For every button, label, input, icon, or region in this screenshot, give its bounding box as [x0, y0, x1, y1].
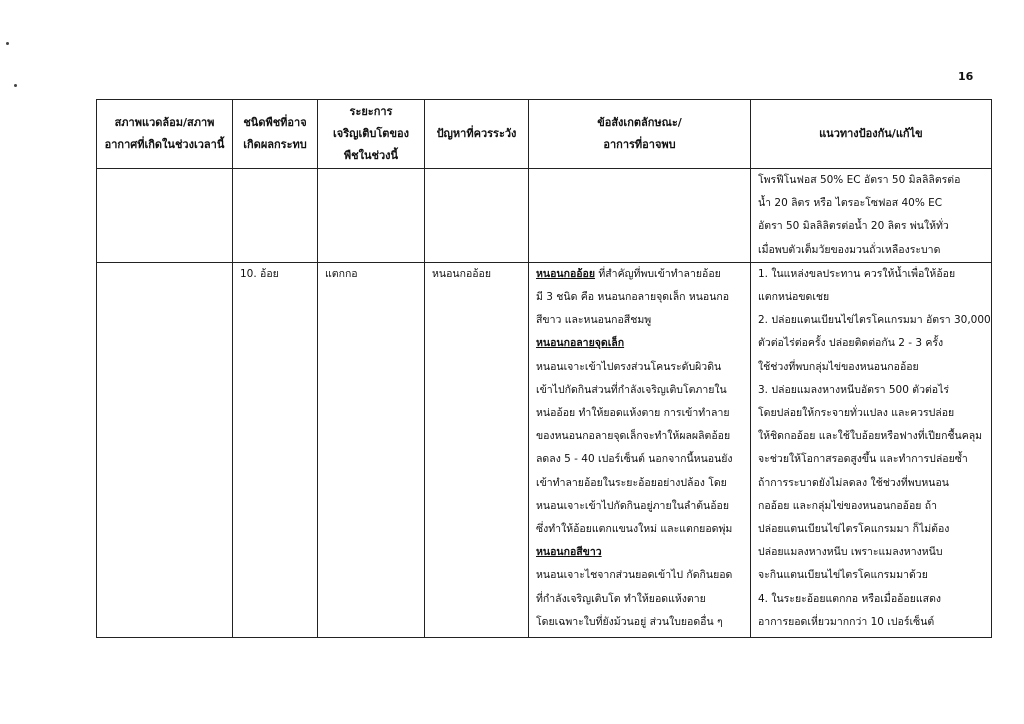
- solution-line: น้ำ 20 ลิตร หรือ ไตรอะโซฟอส 40% EC: [758, 197, 943, 210]
- observation-line: เข้าไปกัดกินส่วนที่กำลังเจริญเติบโตภายใน: [536, 383, 727, 396]
- observation-line: ซึ่งทำให้อ้อยแตกแขนงใหม่ และแตกยอดพุ่ม: [536, 523, 733, 536]
- cell-problem: [425, 262, 529, 637]
- solution-line: 4. ในระยะอ้อยแตกกอ หรือเมื่ออ้อยแสดง: [758, 592, 942, 605]
- pest-guidance-table: [96, 99, 992, 638]
- observation-line: หน่ออ้อย ทำให้ยอดแห้งตาย การเข้าทำลาย: [536, 407, 730, 420]
- solution-line: โพรฟีโนฟอส 50% EC อัตรา 50 มิลลิลิตรต่อ: [758, 174, 961, 186]
- observation-line: ของหนอนกอลายจุดเล็กจะทำให้ผลผลิตอ้อย: [536, 430, 731, 443]
- solution-line: อัตรา 50 มิลลิลิตรต่อน้ำ 20 ลิตร พ่นให้ทั่ว: [758, 220, 949, 233]
- solution-line: จะกินแตนเบียนไข่ไตรโคแกรมมาด้วย: [758, 569, 928, 582]
- cell-crop: [233, 262, 318, 637]
- pest-subheading: หนอนกอสีขาว: [536, 546, 602, 559]
- observation-line: เข้าทำลายอ้อยในระยะอ้อยอย่างปล้อง โดย: [536, 476, 727, 489]
- solution-line: ตัวต่อไร่ต่อครั้ง ปล่อยติดต่อกัน 2 - 3 ครั้ง: [758, 337, 944, 350]
- solution-line: ปล่อยแมลงหางหนีบ เพราะแมลงหางหนีบ: [758, 546, 943, 559]
- solution-line: 2. ปล่อยแตนเบียนไข่ไตรโคแกรมมา อัตรา 30,000: [758, 314, 991, 327]
- observation-line: สีขาว และหนอนกอสีชมพู: [536, 314, 652, 327]
- solution-line: เมื่อพบตัวเต็มวัยของมวนถั่วเหลืองระบาด: [758, 243, 941, 256]
- observation-text: ที่สำคัญที่พบเข้าทำลายอ้อย: [595, 267, 721, 280]
- header-growth-stage: ระยะการ เจริญเติบโตของ พืชในช่วงนี้: [318, 100, 425, 169]
- cell-solution: [751, 262, 992, 637]
- observation-line: หนอนเจาะไชจากส่วนยอดเข้าไป กัดกินยอด: [536, 569, 733, 582]
- header-observation: ข้อสังเกตลักษณะ/ อาการที่อาจพบ: [529, 100, 751, 169]
- solution-line: โดยปล่อยให้กระจายทั่วแปลง และควรปล่อย: [758, 407, 955, 420]
- observation-line: หนอนเจาะเข้าไปกัดกินอยู่ภายในลำต้นอ้อย: [536, 499, 730, 512]
- solution-line: 3. ปล่อยแมลงหางหนีบอัตรา 500 ตัวต่อไร่: [758, 383, 950, 396]
- header-environment: สภาพแวดล้อม/สภาพ อากาศที่เกิดในช่วงเวลานี้: [97, 100, 233, 169]
- page-number: 16: [958, 70, 974, 83]
- observation-line: ลดลง 5 - 40 เปอร์เซ็นต์ นอกจากนี้หนอนยัง: [536, 453, 733, 466]
- table-row: [97, 169, 992, 263]
- solution-line: กออ้อย และกลุ่มไข่ของหนอนกออ้อย ถ้า: [758, 499, 937, 512]
- cell-crop: [233, 169, 318, 263]
- cell-solution: [751, 169, 992, 263]
- cell-environment: [97, 169, 233, 263]
- pest-heading: หนอนกออ้อย: [536, 267, 596, 280]
- solution-line: 1. ในแหล่งขลประทาน ควรให้น้ำเพื่อให้อ้อย: [758, 267, 956, 280]
- cell-observation: [529, 262, 751, 637]
- observation-line: [529, 263, 750, 286]
- solution-line: จะช่วยให้โอกาสรอดสูงขึ้น และทำการปล่อยซ้ำ: [758, 453, 968, 466]
- header-crop: ชนิดพืชที่อาจ เกิดผลกระทบ: [233, 100, 318, 169]
- solution-line: ถ้าการระบาดยังไม่ลดลง ใช้ช่วงที่พบหนอน: [758, 476, 949, 489]
- growth-stage: แตกกอ: [325, 267, 358, 280]
- observation-line: โดยเฉพาะใบที่ยังม้วนอยู่ ส่วนใบยอดอื่น ๆ: [536, 615, 723, 628]
- solution-line: ใช้ช่วงที่พบกลุ่มไข่ของหนอนกออ้อย: [758, 360, 919, 373]
- scan-mark-1: [6, 42, 9, 45]
- solution-line: แตกหน่อขดเชย: [758, 291, 830, 304]
- header-problem: ปัญหาที่ควรระวัง: [425, 100, 529, 169]
- solution-line: ปล่อยแตนเบียนไข่ไตรโคแกรมมา ก็ไม่ต้อง: [758, 523, 950, 536]
- cell-stage: [318, 169, 425, 263]
- observation-line: มี 3 ชนิด คือ หนอนกอลายจุดเล็ก หนอนกอ: [536, 291, 730, 304]
- observation-line: ที่กำลังเจริญเติบโต ทำให้ยอดแห้งตาย: [536, 592, 706, 605]
- cell-environment: [97, 262, 233, 637]
- cell-problem: [425, 169, 529, 263]
- scan-mark-2: [14, 84, 17, 87]
- solution-line: อาการยอดเหี่ยวมากกว่า 10 เปอร์เซ็นต์: [758, 615, 935, 628]
- crop-name: 10. อ้อย: [240, 267, 279, 280]
- table-row: [97, 262, 992, 637]
- cell-stage: [318, 262, 425, 637]
- pest-subheading: หนอนกอลายจุดเล็ก: [536, 337, 625, 350]
- problem-name: หนอนกออ้อย: [432, 267, 492, 280]
- cell-observation: [529, 169, 751, 263]
- observation-line: หนอนเจาะเข้าไปตรงส่วนโคนระดับผิวดิน: [536, 360, 722, 373]
- header-row: [97, 100, 992, 169]
- header-solution: แนวทางป้องกัน/แก้ไข: [751, 100, 992, 169]
- solution-line: ให้ชิดกออ้อย และใช้ใบอ้อยหรือฟางที่เปียกชื้นคลุม: [758, 430, 983, 443]
